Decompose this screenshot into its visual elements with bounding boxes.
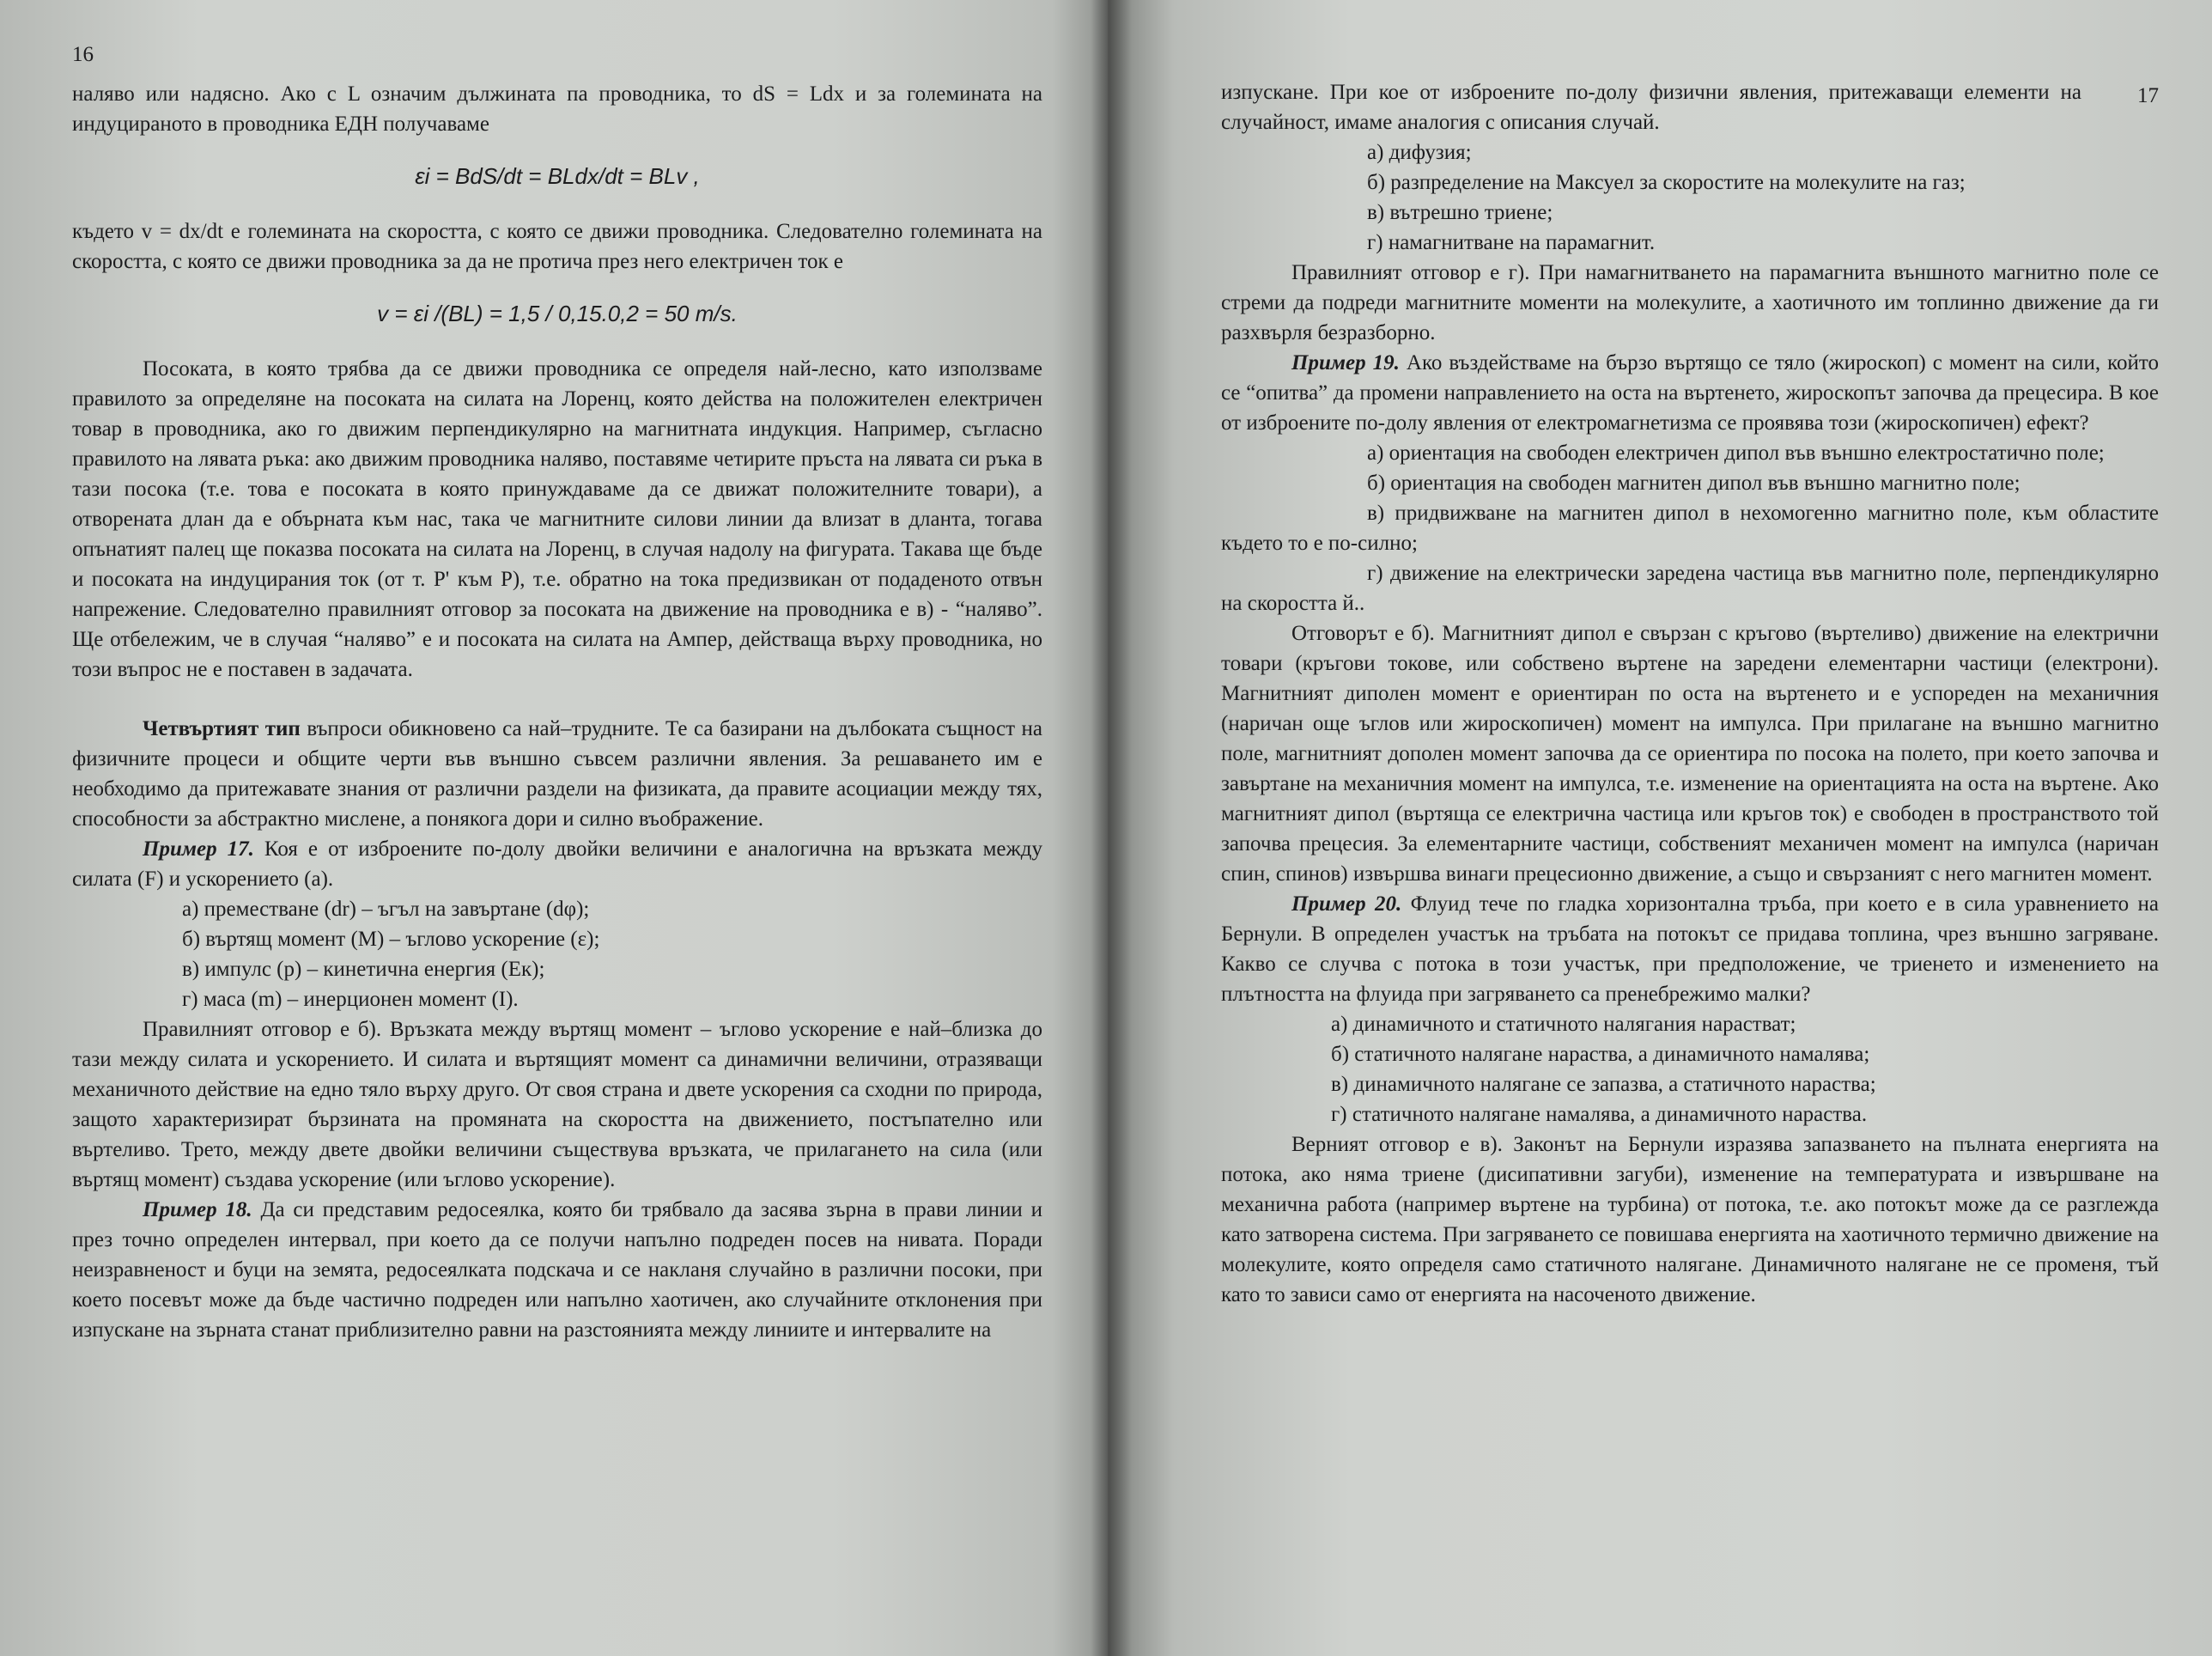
example-text: Коя е от изброените по-долу двойки величини е аналогична на връзката между силата (F) и ускорението (a).	[72, 837, 1042, 891]
example-text: Флуид тече по гладка хоризонтална тръба, при което е в сила уравнението на Бернули. В определен участък на тръбата на потокът се придава топлина, чрез външно загряване. Какво се случва с потока в този участък, при предположение, че триенето и изменението на плътността на флуида при загряването са пренебрежимо малки?	[1221, 892, 2159, 1006]
answer-option: в) вътрешно триене;	[1367, 201, 1553, 224]
equation-emf: εi = BdS/dt = BLdx/dt = BLv ,	[415, 163, 700, 189]
paragraph-text: въпроси обикновено са най–трудните. Те са базирани на дълбоката същност на физичните процеси и общите черти във външно съвсем различни явления. За решаването им е необходимо да притежавате знания от различни раздели на физиката, да правите асоциации между тях, способности за абстрактно мислене, а понякога дори и силно въображение.	[72, 717, 1042, 831]
example-answer: Отговорът е б). Магнитният дипол е свързан с кръгово (въртеливо) движение на електрични товари (кръгови токове, или собствено въртене на заредени елементарни частици (електрони). Магнитният диполен момент е ориентиран по оста на въртенето и е успореден на механичния (наричан още ъглов или жироскопичен) момент на импулса. При прилагане на външно магнитно поле, магнитният дополен момент започва да се ориентира по посока на полето, при което започва и завъртане на механичния момент на импулса, т.е. изменение на ориентацията на оста на въртене. Ако магнитният дипол (въртяща се електрична частица или кръгов ток) е свободен в пространството той започва прецесия. За елементарните частици, собственият механичен момент на импулса (наричан спин, спинов) извършва винаги прецесионно движение, а също и свързаният с него магнитен момент.	[1221, 622, 2159, 886]
paragraph: Посоката, в която трябва да се движи проводника се определя най-лесно, като използваме правилото за определяне на посоката на силата на Лоренц, която действа на положителен електричен товар в проводника, ако го движим перпендикулярно на магнитната индукция. Например, съгласно правилото на лявата ръка: ако движим проводника наляво, поставяме четирите пръста на лявата си ръка в тази посока (т.е. това е посоката в която принуждаваме да се движат положителните товари), а отворената длан да е обърната към нас, така че магнитните силови линии да влизат в дланта, тогава опънатият палец ще показва посоката на силата на Лоренц, в случая надолу на фигурата. Такава ще бъде и посоката на индуцирания ток (от т. P' към P), т.е. обратно на тока предизвикан от подаденото отвън напрежение. Следователно правилният отговор за посоката на движение на проводника е в) - “наляво”. Ще отбележим, че в случая “наляво” е и посоката на силата на Ампер, действаща върху проводника, но този въпрос не е поставен в задачата.	[72, 357, 1042, 681]
example-label: Пример 20.	[1291, 892, 1402, 916]
paragraph: където v = dx/dt е големината на скоростта, с която се движи проводника. Следователно големината на скоростта, с която се движи проводника за да не протича през него електричен ток е	[72, 220, 1042, 273]
right-page	[1108, 0, 2212, 1656]
example-label: Пример 17.	[143, 837, 254, 861]
example-text: Да си представим редосеялка, която би трябвало да засява зърна в прави линии и през точно определен интервал, при което да се получи напълно подреден посев на нивата. Поради неизравненост и буци на земята, редосеялката подскача и се накланя случайно в различни посоки, при което посевът може да бъде частично подреден или напълно хаотичен, ако случайните отклонения при изпускане на зърната станат приблизително равни на разстоянията между линиите и интервалите на	[72, 1198, 1042, 1342]
example-question	[72, 834, 1042, 894]
example-text: Ако въздействаме на бързо въртящо се тяло (жироскоп) с момент на сили, който се “опитва” да промени направлението на оста на въртенето, жироскопът започва да прецесира. В кое от изброените по-долу явления от електромагнетизма се проявява този (жироскопичен) ефект?	[1221, 351, 2159, 435]
answer-option: в) динамичното налягане се запазва, а статичното нараства;	[1331, 1073, 1876, 1096]
example-question	[1221, 889, 2159, 1009]
example-question	[1221, 348, 2159, 438]
example-label: Пример 18.	[143, 1198, 252, 1221]
example-answer: Верният отговор е в). Законът на Бернули изразява запазването на пълната енергията на потока, ако няма триене (дисипативни загуби), изменение на температурата и извършване на механична работа (например въртене на турбина) от потока, т.е. ако потокът може да се разглежда като затворена система. При загряването се повишава енергията на хаотичното термично движение на молекулите, която определя само статичното налягане. Динамичното налягане не се променя, тъй като то зависи само от енергията на насоченото движение.	[1221, 1133, 2159, 1306]
answer-option: а) преместване (dr) – ъгъл на завъртане (dφ);	[182, 898, 590, 921]
answer-option: б) ориентация на свободен магнитен дипол във външно магнитно поле;	[1367, 472, 2021, 495]
answer-option: г) статичното налягане намалява, а динамичното нараства.	[1331, 1103, 1868, 1126]
answer-option: б) въртящ момент (M) – ъглово ускорение (ε);	[182, 928, 600, 951]
equation-velocity: v = εi /(BL) = 1,5 / 0,15.0,2 = 50 m/s.	[377, 301, 738, 326]
paragraph: изпускане. При кое от изброените по-долу физични явления, притежаващи елементи на случайност, имаме аналогия с описания случай.	[1221, 81, 2081, 134]
answer-option: б) статичното налягане нараства, а динамичното намалява;	[1331, 1043, 1870, 1066]
page-number: 16	[72, 43, 94, 66]
answer-option: в) придвижване на магнитен дипол в нехомогенно магнитно поле, към областите където то е по-силно;	[1221, 502, 2159, 555]
page-number: 17	[2137, 84, 2159, 107]
answer-option: в) импулс (p) – кинетична енергия (Eк);	[182, 958, 545, 981]
paragraph	[72, 714, 1042, 834]
example-answer: Правилният отговор е г). При намагнитването на парамагнита външното магнитно поле се стреми да подреди магнитните моменти на молекулите, а хаотичното им топлинно движение да ги разхвърля безразборно.	[1221, 261, 2159, 344]
section-heading: Четвъртият тип	[143, 717, 301, 740]
answer-option: г) намагнитване на парамагнит.	[1367, 231, 1656, 254]
answer-option: а) ориентация на свободен електричен дипол във външно електростатично поле;	[1367, 441, 2105, 465]
book-gutter	[1091, 0, 1132, 1656]
example-answer: Правилният отговор е б). Връзката между въртящ момент – ъглово ускорение е най–близка до тази между силата и ускорението. И силата и въртящият момент са динамични величини, отразяващи механичното действие на едно тяло върху друго. От своя страна и двете ускорения са сходни по природа, защото характеризират бързината на промяната на скоростта на движението, постъпателно или въртеливо. Трето, между двете двойки величини съществува връзката, че прилагането на сила (или въртящ момент) създава ускорение (или ъглово ускорение).	[72, 1018, 1042, 1191]
answer-option: г) маса (m) – инерционен момент (I).	[182, 988, 519, 1011]
answer-option: а) дифузия;	[1367, 141, 1472, 164]
answer-option: г) движение на електрически заредена частица във магнитно поле, перпендикулярно на скоростта й..	[1221, 562, 2159, 615]
example-question	[72, 1195, 1042, 1345]
answer-option: б) разпределение на Максуел за скоростите на молекулите на газ;	[1367, 171, 1966, 194]
answer-option: а) динамичното и статичното налягания нарастват;	[1331, 1013, 1796, 1036]
example-label: Пример 19.	[1291, 351, 1400, 374]
paragraph: наляво или надясно. Ако с L означим дължината па проводника, то dS = Ldx и за големината на индуцираното в проводника ЕДН получаваме	[72, 82, 1042, 136]
